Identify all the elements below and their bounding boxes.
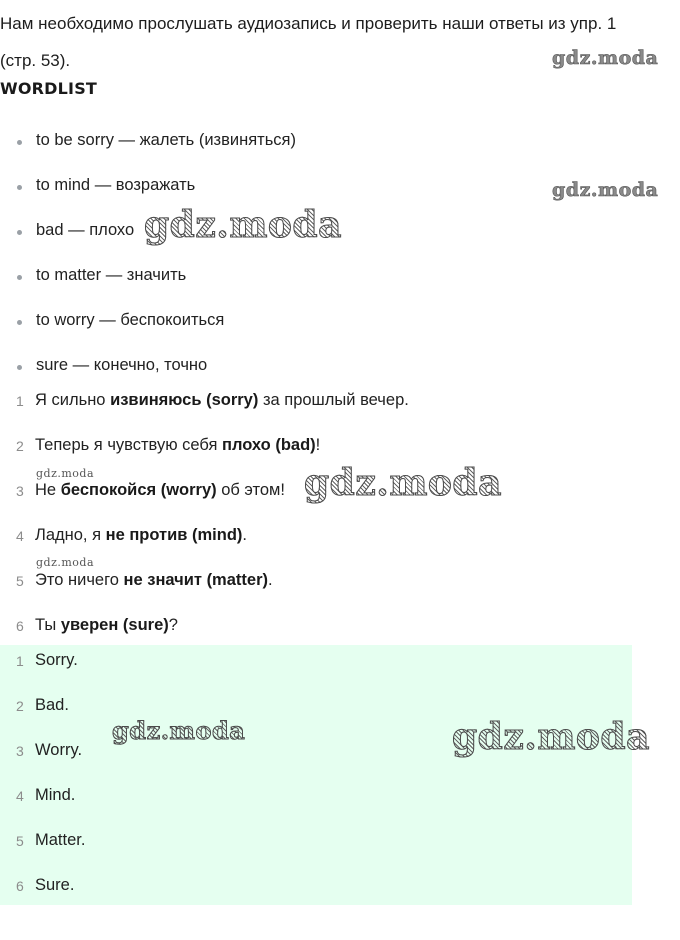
task-text-before: Я сильно [35, 391, 111, 409]
answer-number: 5 [16, 833, 24, 849]
task-text-before: Ладно, я [35, 526, 106, 544]
task-text-before: Это ничего [35, 571, 124, 589]
wordlist-item [0, 266, 640, 311]
task-text [35, 481, 285, 500]
wordlist-item-text: to be sorry — жалеть (извиняться) [36, 131, 296, 149]
task-text-before: Ты [35, 616, 61, 634]
bullet-icon [17, 230, 22, 235]
answer-text: Sure. [35, 876, 75, 894]
watermark-logo: gdz.moda [36, 467, 95, 480]
answer-text: Sorry. [35, 651, 78, 669]
task-text-after: . [242, 526, 247, 544]
task-text [35, 526, 247, 545]
answer-number: 4 [16, 788, 24, 804]
task-text-bold: беспокойся (worry) [60, 481, 217, 499]
answer-number: 3 [16, 743, 24, 759]
wordlist-item [0, 311, 640, 356]
task-text-before: Не [35, 481, 61, 499]
answer-number: 2 [16, 698, 24, 714]
answers-panel [0, 645, 632, 905]
wordlist-heading: WORDLIST [0, 79, 98, 98]
wordlist-item-text: bad — плохо [36, 221, 135, 239]
task-text-before: Теперь я чувствую себя [35, 436, 223, 454]
answer-number: 6 [16, 878, 24, 894]
answer-item [0, 786, 632, 831]
watermark-logo: gdz.moda [144, 204, 342, 246]
bullet-icon [17, 365, 22, 370]
task-number: 4 [16, 528, 24, 544]
answer-item [0, 651, 632, 696]
watermark-logo: gdz.moda [552, 179, 659, 201]
task-text-after: . [268, 571, 273, 589]
task-number: 2 [16, 438, 24, 454]
watermark-logo: gdz.moda [552, 47, 659, 69]
task-text-after: ! [315, 436, 321, 454]
wordlist-item-text: to worry — беспокоиться [36, 311, 225, 329]
task-text [35, 571, 273, 590]
task-text-after: за прошлый вечер. [258, 391, 409, 409]
task-text-bold: не значит (matter) [123, 571, 268, 589]
task-number: 3 [16, 483, 24, 499]
answer-text: Bad. [35, 696, 69, 714]
intro-line-1: Нам необходимо прослушать аудиозапись и проверить наши ответы из упр. 1 [0, 14, 617, 33]
bullet-icon [17, 320, 22, 325]
task-number: 5 [16, 573, 24, 589]
answer-text: Matter. [35, 831, 86, 849]
wordlist-item [0, 131, 640, 176]
task-text-after: ? [168, 616, 178, 634]
task-text [35, 391, 409, 410]
answer-text: Worry. [35, 741, 83, 759]
answer-item [0, 876, 632, 921]
task-text [35, 436, 320, 455]
task-number: 1 [16, 393, 24, 409]
bullet-icon [17, 140, 22, 145]
task-text-bold: извиняюсь (sorry) [110, 391, 259, 409]
watermark-logo: gdz.moda [304, 462, 502, 504]
task-text-bold: уверен (sure) [60, 616, 169, 634]
task-item [0, 391, 640, 436]
bullet-icon [17, 185, 22, 190]
task-item [0, 526, 640, 571]
answer-item [0, 831, 632, 876]
answer-number: 1 [16, 653, 24, 669]
answer-text: Mind. [35, 786, 76, 804]
wordlist-item-text: sure — конечно, точно [36, 356, 208, 374]
task-text-bold: не против (mind) [105, 526, 243, 544]
task-number: 6 [16, 618, 24, 634]
watermark-logo: gdz.moda [36, 556, 95, 569]
task-text-after: об этом! [216, 481, 285, 499]
watermark-logo: gdz.moda [452, 716, 650, 758]
task-list [0, 391, 640, 661]
wordlist-item-text: to matter — значить [36, 266, 187, 284]
bullet-icon [17, 275, 22, 280]
wordlist-item-text: to mind — возражать [36, 176, 196, 194]
task-text-bold: плохо (bad) [222, 436, 316, 454]
task-item [0, 571, 640, 616]
answer-list [0, 645, 632, 921]
watermark-logo: gdz.moda [112, 716, 246, 745]
task-text [35, 616, 178, 635]
intro-line-2: (стр. 53). [0, 51, 71, 70]
wordlist [0, 131, 640, 401]
